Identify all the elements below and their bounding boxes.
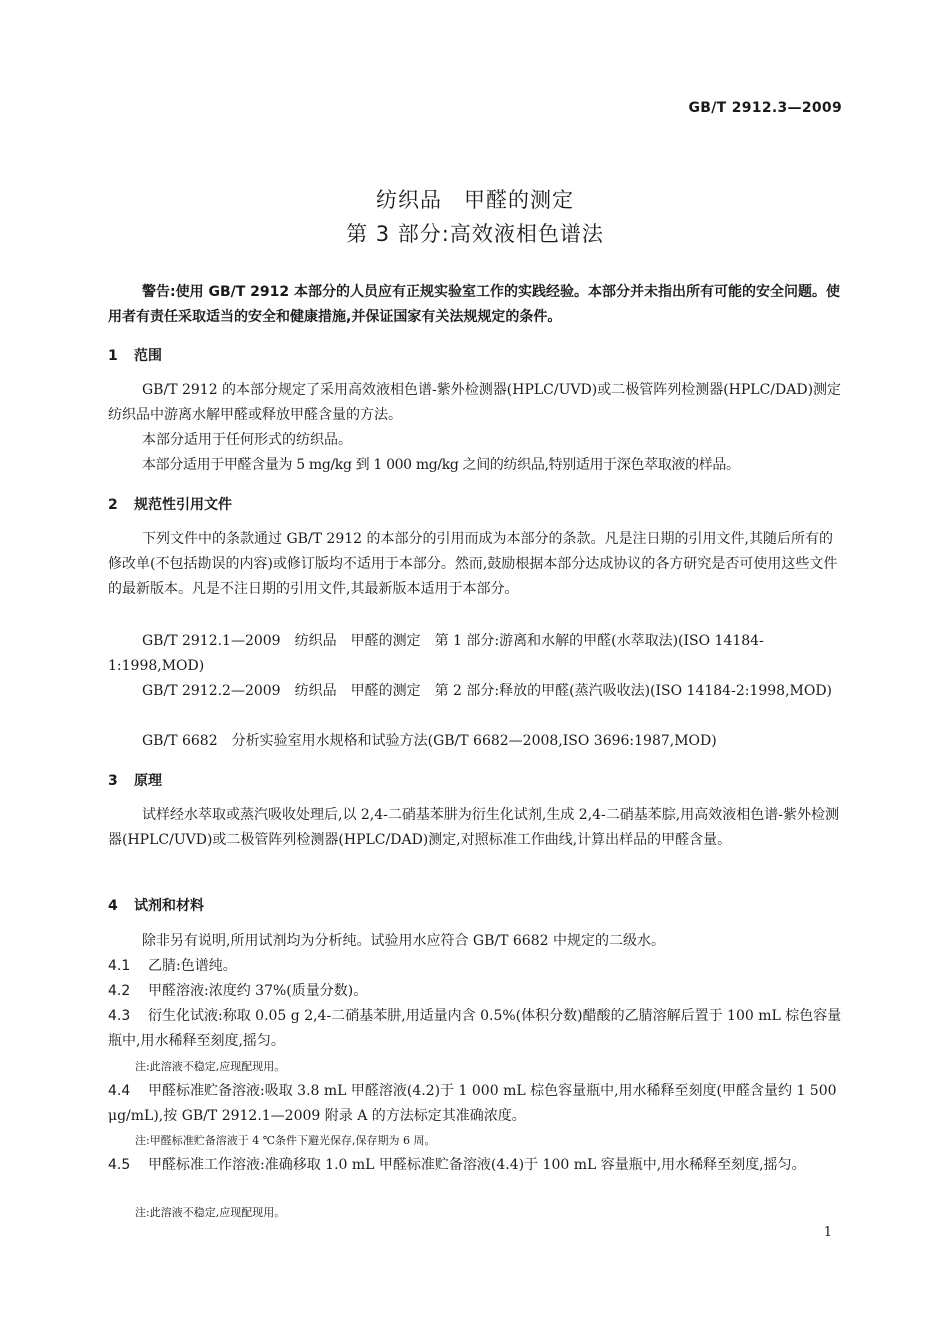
section-number: 2 (108, 497, 118, 513)
section-title: 范围 (134, 348, 162, 364)
section-4-paragraph-1: 除非另有说明,所用试剂均为分析纯。试验用水应符合 GB/T 6682 中规定的二级水。 (142, 933, 665, 949)
warning-paragraph: 警告:使用 GB/T 2912 本部分的人员应有正规实验室工作的实践经验。本部分并未指出所有可能的安全问题。使用者有责任采取适当的安全和健康措施,并保证国家有关法规规定的条件。 (108, 284, 841, 325)
section-title: 试剂和材料 (134, 898, 204, 914)
section-1-paragraph-1: GB/T 2912 的本部分规定了采用高效液相色谱-紫外检测器(HPLC/UVD)或二极管阵列检测器(HPLC/DAD)测定纺织品中游离水解甲醛或释放甲醛含量的方法。 (108, 382, 842, 423)
section-1-heading (108, 345, 162, 365)
section-title: 原理 (134, 773, 162, 789)
section-number: 4 (108, 898, 118, 914)
reagent-item-4-1 (108, 954, 846, 979)
item-text: 衍生化试液:称取 0.05 g 2,4-二硝基苯肼,用适量内含 0.5%(体积分数)醋酸的乙腈溶解后置于 100 mL 棕色容量瓶中,用水稀释至刻度,摇匀。 (108, 1008, 842, 1049)
section-title: 规范性引用文件 (134, 497, 232, 513)
reference-item-3: GB/T 6682 分析实验室用水规格和试验方法(GB/T 6682—2008,ISO 3696:1987,MOD) (142, 733, 717, 749)
section-2-heading (108, 494, 232, 514)
reagent-item-4-3 (108, 1004, 846, 1054)
page-number: 1 (823, 1225, 832, 1240)
item-text: 甲醛溶液:浓度约 37%(质量分数)。 (148, 983, 368, 999)
reference-item-1: GB/T 2912.1—2009 纺织品 甲醛的测定 第 1 部分:游离和水解的甲醛(水萃取法)(ISO 14184-1:1998,MOD) (108, 633, 764, 674)
document-title: 纺织品 甲醛的测定 (376, 188, 574, 212)
reagent-item-4-5 (108, 1153, 846, 1178)
section-3-heading (108, 770, 162, 790)
item-number: 4.2 (108, 983, 131, 999)
reference-item-2: GB/T 2912.2—2009 纺织品 甲醛的测定 第 2 部分:释放的甲醛(蒸汽吸收法)(ISO 14184-2:1998,MOD) (142, 683, 833, 699)
section-3-paragraph-1: 试样经水萃取或蒸汽吸收处理后,以 2,4-二硝基苯肼为衍生化试剂,生成 2,4-二硝基苯腙,用高效液相色谱-紫外检测器(HPLC/UVD)或二极管阵列检测器(HPLC/DAD)测定,对照标准工作曲线,计算出样品的甲醛含量。 (108, 807, 839, 848)
item-text: 乙腈:色谱纯。 (148, 958, 237, 974)
reagent-item-4-2 (108, 979, 846, 1004)
reagent-item-4-4 (108, 1079, 846, 1129)
document-subtitle: 第 3 部分:高效液相色谱法 (346, 222, 604, 246)
item-number: 4.1 (108, 958, 131, 974)
item-text: 甲醛标准工作溶液:准确移取 1.0 mL 甲醛标准贮备溶液(4.4)于 100 mL 容量瓶中,用水稀释至刻度,摇匀。 (148, 1157, 806, 1173)
section-2-paragraph-1: 下列文件中的条款通过 GB/T 2912 的本部分的引用而成为本部分的条款。凡是注日期的引用文件,其随后所有的修改单(不包括勘误的内容)或修订版均不适用于本部分。然而,鼓励根据本部分达成协议的各方研究是否可使用这些文件的最新版本。凡是不注日期的引用文件,其最新版本适用于本部分。 (108, 531, 838, 597)
note-4-5: 注:此溶液不稳定,应现配现用。 (135, 1206, 286, 1219)
item-number: 4.5 (108, 1157, 131, 1173)
section-number: 1 (108, 348, 118, 364)
note-4-3: 注:此溶液不稳定,应现配现用。 (135, 1060, 286, 1073)
item-text: 甲醛标准贮备溶液:吸取 3.8 mL 甲醛溶液(4.2)于 1 000 mL 棕色容量瓶中,用水稀释至刻度(甲醛含量约 1 500 μg/mL),按 GB/T 2912.1—2009 附录 A 的方法标定其准确浓度。 (108, 1083, 837, 1124)
section-1-paragraph-2: 本部分适用于任何形式的纺织品。 (142, 432, 352, 448)
note-4-4: 注:甲醛标准贮备溶液于 4 ℃条件下避光保存,保存期为 6 周。 (135, 1134, 436, 1147)
section-4-heading (108, 895, 204, 915)
standard-code: GB/T 2912.3—2009 (688, 100, 842, 116)
item-number: 4.3 (108, 1008, 131, 1024)
item-number: 4.4 (108, 1083, 131, 1099)
section-number: 3 (108, 773, 118, 789)
section-1-paragraph-3: 本部分适用于甲醛含量为 5 mg/kg 到 1 000 mg/kg 之间的纺织品,特别适用于深色萃取液的样品。 (142, 457, 740, 473)
